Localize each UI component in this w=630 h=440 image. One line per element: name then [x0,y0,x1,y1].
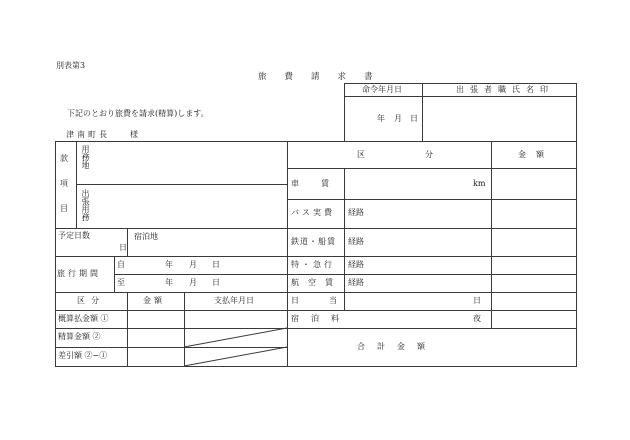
request-text: 下記のとおり旅費を請求(精算)します。 [67,109,209,118]
rail-route-label: 経路 [348,237,364,246]
lodging-fee-unit: 夜 [473,314,481,323]
from-label: 自 [117,260,125,269]
addressee-honorific: 様 [130,130,138,139]
lodging-fee-label: 宿泊料 [291,314,351,323]
travel-period-label: 旅行期間 [57,269,101,278]
kou-label: 項 [60,179,68,188]
airfare-label: 航空賃 [291,278,342,287]
from-day: 日 [212,260,220,269]
summary-amount-header: 金額 [143,296,165,305]
settlement-amount-label: 精算金額 ② [58,332,101,341]
from-year: 年 [165,260,173,269]
car-fare-label: 車賃 [291,179,351,188]
to-month: 月 [189,278,197,287]
express-route-label: 経路 [348,260,364,269]
order-year: 年 [377,114,385,123]
bus-fare-label: バス実費 [291,208,335,217]
express-label: 特・急行 [291,260,335,269]
page-title: 旅費請求書 [258,72,391,82]
daily-allowance-label: 日当 [291,296,367,305]
summary-category-header: 区分 [77,296,105,305]
form-number: 別表第3 [56,61,86,70]
expense-category-header: 区分 [357,150,493,159]
order-month: 月 [394,114,402,123]
daily-allowance-unit: 日 [473,296,481,305]
to-day: 日 [212,278,220,287]
advance-payment-label: 概算払金額 ① [58,314,109,323]
kan-label: 款 [60,154,68,163]
summary-paydate-header: 支払年月日 [214,296,254,305]
expense-amount-header: 金額 [518,150,554,159]
to-year: 年 [165,278,173,287]
order-date-label: 命令年月日 [362,85,402,94]
order-day: 日 [410,114,418,123]
planned-days-unit: 日 [119,243,127,252]
lodging-place-label: 宿泊地 [134,232,158,241]
addressee-name: 津南町長 [66,130,110,139]
traveler-name-label: 出張者職氏名印 [456,85,554,94]
difference-label: 差引額 ②−① [58,351,108,360]
total-amount-label: 合計金額 [357,342,437,351]
rail-ship-label: 鉄道・船賃 [291,237,336,246]
planned-days-label: 予定日数 [58,231,90,240]
destination-label: 用務地 [81,145,90,169]
air-route-label: 経路 [348,278,364,287]
car-fare-unit: km [473,179,486,188]
to-label: 至 [117,278,125,287]
from-month: 月 [189,260,197,269]
moku-label: 目 [60,204,68,213]
bus-route-label: 経路 [348,208,364,217]
trip-purpose-label: 出張用務 [81,189,90,221]
